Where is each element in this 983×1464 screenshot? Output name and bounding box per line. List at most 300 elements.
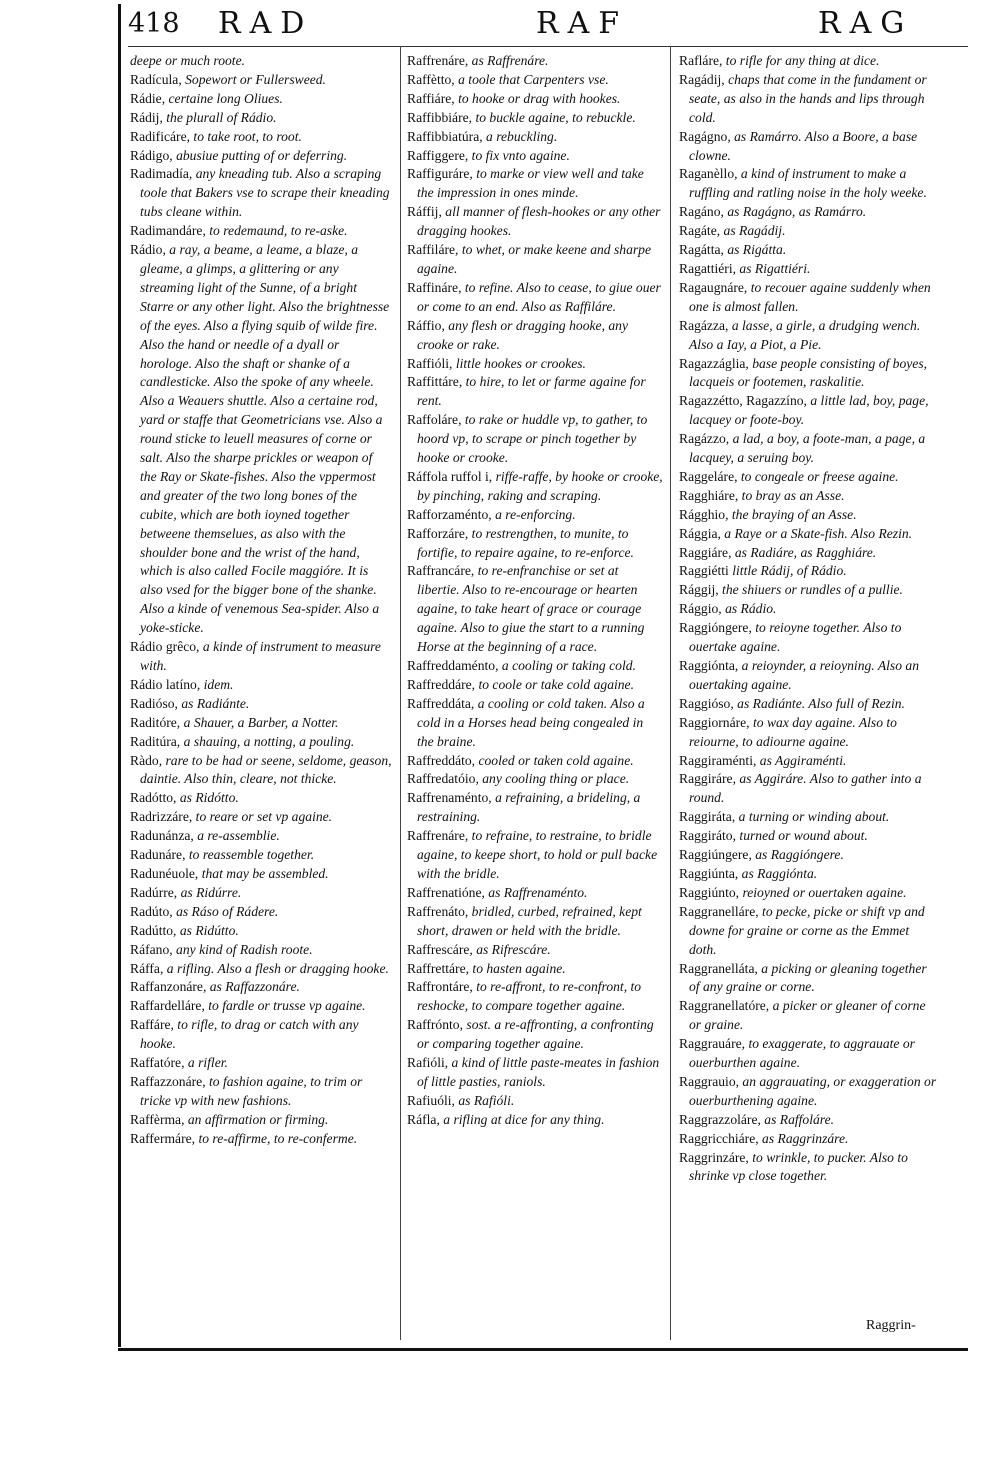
dictionary-entry — [679, 903, 939, 960]
entry-headword: Raggióngere, — [679, 620, 752, 636]
dictionary-entry — [130, 714, 392, 733]
dictionary-entry — [130, 960, 392, 979]
entry-definition: a kinde of instrument to measure with. — [140, 639, 381, 673]
entry-definition: to marke or view well and take the impression in ones minde. — [417, 166, 644, 201]
entry-headword: Radúto, — [130, 903, 173, 919]
dictionary-entry — [679, 714, 939, 752]
entry-headword: Ráffij, — [407, 204, 442, 220]
dictionary-entry — [407, 827, 663, 884]
dictionary-entry — [407, 147, 663, 166]
entry-definition: as Rafióli. — [454, 1092, 515, 1108]
entry-definition: as Ragádij. — [720, 223, 786, 239]
entry-definition: to fardle or trusse vp againe. — [204, 998, 366, 1014]
dictionary-entry — [130, 241, 392, 638]
entry-headword: Ragázzo, — [679, 431, 730, 447]
entry-definition: cooled or taken cold againe. — [475, 752, 634, 768]
entry-headword: Raffrenaménto, — [407, 790, 492, 806]
dictionary-entry — [679, 1073, 939, 1111]
entry-headword: Ragáte, — [679, 223, 721, 239]
entry-headword: Raffardelláre, — [130, 998, 205, 1014]
entry-definition: as Ráso of Rádere. — [172, 903, 279, 919]
entry-headword: Raggranellatóre, — [679, 998, 770, 1014]
column-divider — [670, 46, 671, 1340]
entry-headword: Rafforzáre, — [407, 525, 469, 541]
dictionary-entry — [679, 544, 939, 563]
entry-headword: Radunáre, — [130, 847, 186, 863]
entry-definition: to exaggerate, to aggrauate or ouerburthen againe. — [689, 1036, 915, 1071]
dictionary-entry — [407, 90, 663, 109]
dictionary-entry — [407, 1111, 663, 1130]
dictionary-entry — [679, 997, 939, 1035]
dictionary-entry — [407, 279, 663, 317]
entry-definition: to reare or set vp againe. — [192, 809, 333, 825]
entry-definition: riffe-raffe, by hooke or crooke, by pinching, raking and scraping. — [417, 468, 663, 503]
entry-headword: Raffiggere, — [407, 147, 469, 163]
entry-definition: to rake or huddle vp, to gather, to hoord vp, to scrape or pinch together by hooke or crooke. — [417, 412, 648, 466]
dictionary-entry — [407, 525, 663, 563]
entry-definition: to buckle againe, to rebuckle. — [472, 109, 636, 125]
dictionary-entry — [679, 562, 939, 581]
entry-headword: Raggiúnta, — [679, 865, 739, 881]
entry-headword: Raffrenáto, — [407, 903, 469, 919]
dictionary-entry — [130, 638, 392, 676]
entry-headword: Radificáre, — [130, 128, 191, 144]
entry-headword: Raffanzonáre, — [130, 979, 207, 995]
entry-definition: as Raggrinzáre. — [758, 1130, 849, 1146]
dictionary-entry — [407, 373, 663, 411]
entry-headword: Raffibbiatúra, — [407, 128, 483, 144]
entry-headword: Raffrettáre, — [407, 960, 470, 976]
entry-headword: Ráfla, — [407, 1111, 440, 1127]
dictionary-entry — [679, 203, 939, 222]
entry-headword: Radimadía, — [130, 166, 193, 182]
entry-definition: to fashion againe, to trim or tricke vp with new fashions. — [140, 1073, 363, 1108]
dictionary-entry — [679, 600, 939, 619]
entry-headword: Raffibbiáre, — [407, 109, 473, 125]
dictionary-entry — [407, 789, 663, 827]
entry-headword: Raffrenáre, — [407, 53, 469, 68]
dictionary-entry — [679, 827, 939, 846]
entry-headword: Rádio latíno, — [130, 676, 201, 692]
dictionary-entry — [130, 1054, 392, 1073]
entry-headword: Raggiúnto, — [679, 884, 740, 900]
entry-definition: as Aggiráre. Also to gather into a round. — [689, 771, 922, 806]
entry-definition: an aggrauating, or exaggeration or ouerburthening againe. — [689, 1073, 937, 1108]
entry-headword: Raggiraménti, — [679, 752, 757, 768]
entry-headword: Raggranelláre, — [679, 903, 759, 919]
entry-headword: Ráffa, — [130, 960, 164, 976]
entry-definition: a kind of instrument to make a ruffling and ratling noise in the holy weeke. — [689, 166, 927, 201]
dictionary-entry — [130, 903, 392, 922]
entry-definition: as Radiánte. Also full of Rezin. — [733, 695, 905, 711]
entry-definition: to congeale or freese againe. — [737, 468, 899, 484]
entry-headword: Ragágno, — [679, 128, 731, 144]
dictionary-entry — [679, 71, 939, 128]
dictionary-entry — [407, 52, 663, 71]
dictionary-entry — [130, 147, 392, 166]
entry-definition: to coole or take cold againe. — [475, 676, 634, 692]
dictionary-entry — [679, 525, 939, 544]
entry-definition: as Rigattiéri. — [736, 260, 811, 276]
entry-definition: to refine. Also to cease, to giue ouer or come to an end. Also as Raffiláre. — [417, 279, 661, 314]
entry-definition: as Aggiraménti. — [756, 752, 847, 768]
entry-definition: any kneading tub. Also a scraping toole that Bakers vse to scrape their kneading tubs cleane within. — [140, 166, 390, 220]
entry-headword: Ràdo, — [130, 752, 163, 768]
entry-definition: a reioynder, a reioyning. Also an ouertaking againe. — [689, 658, 920, 692]
dictionary-entry — [407, 241, 663, 279]
running-head-right: RAG — [818, 6, 914, 41]
entry-headword: Raffreddáto, — [407, 752, 476, 768]
entry-headword: Rággio, — [679, 601, 722, 617]
dictionary-entry — [679, 846, 939, 865]
dictionary-entry — [679, 581, 939, 600]
entry-definition: to wrinkle, to pucker. Also to shrinke vp close together. — [689, 1149, 908, 1184]
entry-definition: to restrengthen, to munite, to fortifie, to repaire againe, to re-enforce. — [417, 525, 634, 560]
entry-headword: Ragazzáglia, — [679, 355, 749, 371]
entry-headword: Raffètto, — [407, 71, 455, 87]
dictionary-entry — [130, 1111, 392, 1130]
entry-headword: Ragghiáre, — [679, 487, 739, 503]
running-head-middle: RAF — [536, 6, 629, 41]
entry-definition: to hire, to let or farme againe for rent. — [417, 374, 646, 409]
dictionary-entry — [407, 960, 663, 979]
entry-headword: Raffiguráre, — [407, 166, 473, 182]
entry-headword: Rádie, — [130, 90, 166, 106]
entry-headword: Ráffola ruffol i, — [407, 468, 493, 484]
dictionary-entry — [130, 1130, 392, 1149]
entry-headword: Raffináre, — [407, 279, 462, 295]
entry-definition: a ray, a beame, a leame, a blaze, a gleame, a glimps, a glittering or any streaming light of the Sunne, of a bright Starre or any other light. Also the brightnesse of the eyes. Also a flying squib of wilde fire. Also the hand or needle of a dyall or horologe. Also the shaft or shanke of a candlesticke. Also the spoke of any wheele. Also a Weauers shuttle. Also a certaine rod, yard or staffe that Geometricians vse. Also a round sticke to leuell measures of corne or salt. Also the sharpe prickles or weapon of the Ray or Skate-fishes. Also the vppermost and greater of the two long bones of the cubite, which are both ioyned together betweene themselues, as also with the shoulder bone and the wrist of the hand, which is also called Focile maggióre. It is also vsed for the bigger bone of the shanke. Also a kinde of venemous Sea-spider. Also a yoke-sticke. — [140, 242, 390, 636]
entry-headword: Raffermáre, — [130, 1130, 196, 1146]
entry-headword: Raffrontáre, — [407, 979, 473, 995]
entry-definition: to re-affront, to re-confront, to reshocke, to compare together againe. — [417, 979, 642, 1014]
entry-definition: a rifling. Also a flesh or dragging hooke. — [163, 960, 389, 976]
entry-headword: Ragazzétto, Ragazzíno, — [679, 393, 807, 409]
entry-headword: Raffióli, — [407, 355, 453, 371]
dictionary-entry — [130, 997, 392, 1016]
dictionary-entry — [679, 355, 939, 393]
running-head-left: RAD — [218, 6, 314, 41]
dictionary-entry — [679, 260, 939, 279]
dictionary-entry — [407, 770, 663, 789]
entry-headword: Radícula, — [130, 71, 182, 87]
entry-headword: Raffiláre, — [407, 242, 459, 258]
entry-definition: to wax day againe. Also to reiourne, to adiourne againe. — [689, 714, 897, 749]
entry-definition: to reioyne together. Also to ouertake againe. — [689, 620, 902, 655]
dictionary-entry — [407, 317, 663, 355]
entry-headword: Radimandáre, — [130, 223, 206, 239]
entry-definition: a cooling or taking cold. — [498, 658, 636, 673]
entry-headword: Rággij, — [679, 582, 719, 598]
dictionary-entry — [679, 430, 939, 468]
entry-headword: Rádio, — [130, 242, 166, 258]
dictionary-entry — [407, 695, 663, 752]
dictionary-entry — [407, 468, 663, 506]
entry-headword: Raditúra, — [130, 733, 181, 749]
entry-definition: a Raye or a Skate-fish. Also Rezin. — [720, 525, 913, 541]
dictionary-entry — [679, 770, 939, 808]
entry-headword: Raggiráre, — [679, 771, 736, 787]
entry-definition: chaps that come in the fundament or seate, as also in the hands and lips through cold. — [689, 71, 927, 125]
entry-headword: Raffrescáre, — [407, 941, 473, 957]
dictionary-entry — [130, 808, 392, 827]
dictionary-entry — [407, 1092, 663, 1111]
entry-definition: certaine long Oliues. — [165, 90, 283, 106]
dictionary-entry — [679, 1130, 939, 1149]
entry-headword: Raffoláre, — [407, 412, 462, 428]
dictionary-entry — [679, 317, 939, 355]
entry-definition: to re-enfranchise or set at libertie. Also to re-encourage or hearten againe, to take heart of grace or courage againe. Also to giue the start to a running Horse at the beginning of a race. — [417, 563, 645, 655]
entry-headword: Rafláre, — [679, 53, 723, 68]
dictionary-entry — [130, 846, 392, 865]
entry-headword: Rafforzaménto, — [407, 506, 492, 522]
entry-headword: Ragaugnáre, — [679, 279, 748, 295]
entry-definition: any kind of Radish roote. — [172, 941, 313, 957]
entry-headword: Ragáno, — [679, 204, 724, 220]
dictionary-entry — [130, 695, 392, 714]
dictionary-entry — [407, 884, 663, 903]
entry-headword: Raffittáre, — [407, 374, 463, 390]
dictionary-entry — [130, 827, 392, 846]
dictionary-entry — [407, 355, 663, 374]
entry-headword: Rafióli, — [407, 1055, 449, 1071]
entry-definition: to hooke or drag with hookes. — [454, 90, 621, 106]
dictionary-entry — [130, 941, 392, 960]
dictionary-entry — [679, 506, 939, 525]
entry-definition: as Raggióngere. — [751, 847, 844, 863]
entry-definition: to redemaund, to re-aske. — [205, 223, 348, 239]
dictionary-entry — [407, 752, 663, 771]
entry-headword: Ragátta, — [679, 242, 724, 258]
entry-headword: Radótto, — [130, 790, 177, 806]
entry-headword: Raffrenáre, — [407, 828, 469, 844]
dictionary-entry — [407, 562, 663, 657]
entry-definition: a Shauer, a Barber, a Notter. — [180, 714, 339, 730]
catchword: Raggrin- — [866, 1318, 916, 1333]
entry-definition: to pecke, picke or shift vp and downe for graine or corne as the Emmet doth. — [689, 903, 925, 957]
entry-definition: as Raffoláre. — [760, 1111, 835, 1127]
dictionary-entry — [130, 789, 392, 808]
dictionary-entry — [130, 222, 392, 241]
column-right — [679, 52, 939, 1186]
entry-definition: Sopewort or Fullersweed. — [181, 71, 326, 87]
header-rule — [128, 46, 968, 47]
dictionary-entry — [679, 808, 939, 827]
entry-headword: Raffreddáta, — [407, 695, 475, 711]
entry-headword: Raditóre, — [130, 714, 181, 730]
entry-definition: rare to be had or seene, seldome, geason, daintie. Also thin, cleare, not thicke. — [140, 752, 392, 787]
left-margin-rule — [118, 4, 121, 1347]
entry-definition: to take root, to root. — [190, 128, 302, 144]
entry-definition: a re-assemblie. — [193, 828, 280, 844]
entry-definition: to hasten againe. — [469, 960, 566, 976]
entry-definition: a lasse, a girle, a drudging wench. Also a Iay, a Piot, a Pie. — [689, 317, 921, 352]
entry-headword: Raggiétti — [679, 563, 729, 579]
entry-definition: as Ridúrre. — [177, 884, 242, 900]
dictionary-entry — [679, 1111, 939, 1130]
dictionary-entry — [679, 128, 939, 166]
dictionary-entry — [679, 960, 939, 998]
dictionary-entry — [679, 884, 939, 903]
dictionary-entry — [407, 109, 663, 128]
dictionary-entry — [407, 165, 663, 203]
entry-definition: as Rigátta. — [723, 242, 787, 258]
dictionary-entry — [130, 71, 392, 90]
entry-definition: an affirmation or firming. — [184, 1111, 329, 1127]
dictionary-entry — [407, 128, 663, 147]
entry-headword: Raggrinzáre, — [679, 1149, 749, 1165]
entry-headword: Rágghio, — [679, 506, 729, 522]
entry-headword: Radúrre, — [130, 884, 178, 900]
entry-headword: Raffrenatióne, — [407, 884, 485, 900]
entry-definition: to recouer againe suddenly when one is almost fallen. — [689, 279, 931, 314]
entry-definition: sost. a re-affronting, a confronting or comparing together againe. — [417, 1017, 654, 1052]
entry-headword: Raggeláre, — [679, 468, 738, 484]
entry-headword: Raggrazzoláre, — [679, 1111, 761, 1127]
entry-definition: a re-enforcing. — [491, 506, 576, 522]
column-left — [130, 52, 392, 1149]
entry-definition: deepe or much roote. — [130, 53, 246, 68]
entry-definition: a picker or gleaner of corne or graine. — [689, 998, 926, 1033]
entry-definition: as Ridútto. — [176, 922, 239, 938]
dictionary-entry — [407, 903, 663, 941]
entry-headword: Raggiráto, — [679, 828, 737, 844]
entry-definition: to whet, or make keene and sharpe againe. — [417, 242, 651, 276]
dictionary-entry — [679, 279, 939, 317]
entry-definition: a rebuckling. — [482, 128, 558, 144]
entry-definition: as Rádio. — [721, 601, 777, 617]
entry-headword: Raffreddaménto, — [407, 658, 499, 673]
dictionary-entry — [130, 978, 392, 997]
column-divider — [400, 46, 401, 1340]
dictionary-entry — [679, 468, 939, 487]
entry-headword: Raffèrma, — [130, 1111, 185, 1127]
page-header — [128, 6, 968, 42]
bottom-rule — [118, 1348, 968, 1351]
entry-headword: Raggricchiáre, — [679, 1130, 759, 1146]
entry-definition: as Rifrescáre. — [472, 941, 551, 957]
dictionary-entry — [407, 411, 663, 468]
entry-headword: Rádigo, — [130, 147, 173, 163]
dictionary-entry — [407, 657, 663, 676]
dictionary-entry — [130, 1073, 392, 1111]
entry-headword: Raffatóre, — [130, 1055, 185, 1071]
entry-headword: Rádij, — [130, 109, 163, 125]
entry-headword: Radióso, — [130, 695, 178, 711]
dictionary-entry — [407, 71, 663, 90]
entry-definition: the shiuers or rundles of a pullie. — [718, 582, 903, 598]
entry-definition: to refraine, to restraine, to bridle againe, to keepe short, to hold or pull backe with the bridle. — [417, 828, 658, 881]
entry-definition: a rifling at dice for any thing. — [439, 1111, 605, 1127]
dictionary-entry — [130, 52, 392, 71]
entry-headword: Rággia, — [679, 525, 721, 541]
entry-headword: Raffreddáre, — [407, 676, 476, 692]
dictionary-entry — [679, 752, 939, 771]
entry-definition: to re-affirme, to re-conferme. — [195, 1130, 358, 1146]
dictionary-entry — [407, 1054, 663, 1092]
dictionary-entry — [407, 1016, 663, 1054]
page-number: 418 — [128, 8, 180, 39]
dictionary-entry — [679, 1149, 939, 1187]
entry-headword: Ráffio, — [407, 317, 445, 333]
entry-definition: any cooling thing or place. — [478, 771, 630, 787]
dictionary-entry — [679, 1035, 939, 1073]
entry-headword: Raffáre, — [130, 1017, 174, 1033]
entry-headword: Raggrauáre, — [679, 1036, 746, 1052]
dictionary-entry — [130, 922, 392, 941]
dictionary-entry — [130, 676, 392, 695]
entry-definition: abusiue putting of or deferring. — [172, 147, 348, 163]
entry-definition: as Raggiónta. — [738, 865, 818, 881]
entry-definition: as Raffazzonáre. — [206, 979, 300, 995]
dictionary-entry — [130, 90, 392, 109]
dictionary-entry — [679, 52, 939, 71]
dictionary-entry — [407, 941, 663, 960]
entry-definition: little hookes or crookes. — [452, 355, 586, 371]
entry-definition: a kind of little paste-meates in fashion of little pasties, raniols. — [417, 1055, 660, 1089]
entry-definition: that may be assembled. — [198, 865, 329, 881]
dictionary-entry — [130, 1016, 392, 1054]
dictionary-entry — [679, 392, 939, 430]
column-middle — [407, 52, 663, 1130]
dictionary-entry — [130, 165, 392, 222]
entry-definition: a rifler. — [184, 1055, 228, 1071]
entry-definition: a cooling or cold taken. Also a cold in a Horses head being congealed in the braine. — [417, 695, 645, 749]
dictionary-entry — [679, 657, 939, 695]
entry-definition: to rifle for any thing at dice. — [722, 53, 880, 68]
entry-headword: Raggiáre, — [679, 544, 732, 560]
entry-definition: as Radiáre, as Ragghiáre. — [731, 544, 877, 560]
dictionary-entry — [679, 487, 939, 506]
dictionary-entry — [407, 203, 663, 241]
entry-definition: the braying of an Asse. — [728, 506, 857, 522]
entry-definition: the plurall of Rádio. — [162, 109, 277, 125]
entry-headword: Raggiónta, — [679, 658, 739, 673]
dictionary-entry — [407, 676, 663, 695]
entry-headword: Rafiuóli, — [407, 1092, 455, 1108]
entry-headword: Raffredatóio, — [407, 771, 479, 787]
entry-headword: Raganèllo, — [679, 166, 738, 182]
entry-headword: Raffazzonáre, — [130, 1073, 206, 1089]
entry-headword: Raffrancáre, — [407, 563, 475, 579]
entry-definition: idem. — [200, 676, 234, 692]
entry-headword: Radunéuole, — [130, 865, 199, 881]
entry-definition: bridled, curbed, refrained, kept short, drawen or held with the bridle. — [417, 903, 642, 938]
dictionary-entry — [679, 695, 939, 714]
entry-definition: any flesh or dragging hooke, any crooke or rake. — [417, 317, 629, 352]
entry-definition: a little lad, boy, page, lacquey or foote-boy. — [689, 393, 929, 428]
entry-headword: Raggrauio, — [679, 1073, 740, 1089]
entry-definition: base people consisting of boyes, lacqueis or footemen, raskalitie. — [689, 355, 928, 390]
entry-headword: Raggiráta, — [679, 809, 736, 825]
entry-definition: a shauing, a notting, a pouling. — [180, 733, 355, 749]
entry-headword: Raggranelláta, — [679, 960, 758, 976]
entry-definition: as Ridótto. — [176, 790, 239, 806]
dictionary-entry — [679, 865, 939, 884]
dictionary-entry — [130, 884, 392, 903]
entry-definition: as Raffrenáre. — [468, 53, 549, 68]
entry-definition: a picking or gleaning together of any graine or corne. — [689, 960, 927, 995]
entry-headword: Radútto, — [130, 922, 177, 938]
entry-headword: Ragádij, — [679, 71, 725, 87]
entry-headword: Ragattiéri, — [679, 260, 736, 276]
entry-definition: all manner of flesh-hookes or any other dragging hookes. — [417, 204, 661, 239]
dictionary-entry — [407, 978, 663, 1016]
entry-definition: little Rádij, of Rádio. — [728, 563, 847, 579]
dictionary-entry — [679, 222, 939, 241]
entry-headword: Rádio grêco, — [130, 639, 200, 655]
entry-headword: Ráfano, — [130, 941, 173, 957]
